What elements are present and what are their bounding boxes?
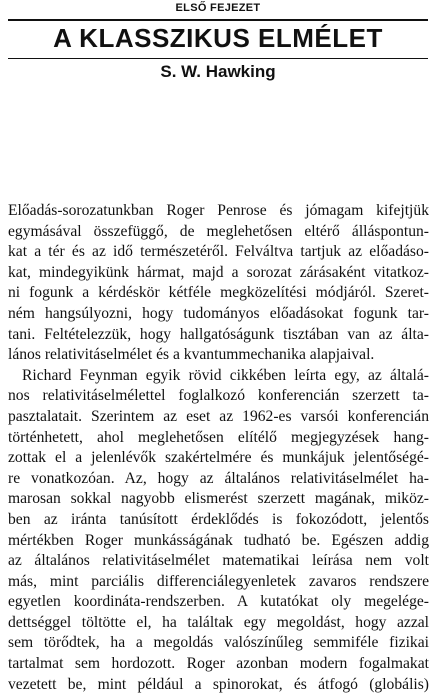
text-line: Előadás-sorozatunkban Roger Penrose és jómagam kifejtjük <box>8 202 429 219</box>
paragraph-1 <box>8 201 429 366</box>
chapter-title: A KLASSZIKUS ELMÉLET <box>53 23 383 53</box>
text-line: nos relativitáselmélettel foglalkozó konferencián szerzett ta- <box>8 387 429 405</box>
text-line: más, mint parciális differenciálegyenletek zavaros rendszere <box>8 572 429 590</box>
text-line: kat, mindegyikünk hármat, majd a sorozat zárásaként vitatkoz- <box>8 263 429 281</box>
text-line: ben az iránta tanúsított érdeklődés is fokozódott, jelentős <box>8 510 429 528</box>
text-line: tartalmat sem hordozott. Roger azonban modern fogalmakat <box>8 655 429 673</box>
text-line: mértékben Roger munkásságának tudható be. Egészen addig <box>8 531 429 549</box>
text-line: pasztalatait. Szerintem az eset az 1962-es varsói konferencián <box>8 407 429 425</box>
text-line: az általános relativitáselmélet matematikai leírása nem volt <box>8 552 429 570</box>
text-line: Richard Feynman egyik rövid cikkében leírta egy, az általá- <box>22 366 429 384</box>
text-line: lános relativitáselmélet és a kvantummechanika alapjaival. <box>8 346 375 364</box>
text-line: ni fogunk a kérdéskör kétféle megközelítési módjáról. Szeret- <box>8 284 429 302</box>
chapter-label: ELSŐ FEJEZET <box>175 2 261 14</box>
text-line: egyetlen koordináta-rendszerben. A kutatókat oly megelége- <box>8 593 429 611</box>
body-text <box>8 201 429 695</box>
text-line: tani. Feltételezzük, hogy hallgatóságunk tisztában van az álta- <box>8 325 429 343</box>
text-line: ném hangsúlyozni, hogy tudományos előadásokat fogunk tar- <box>8 304 429 322</box>
text-line: kat a tér és az idő természetéről. Felváltva tartjuk az előadáso- <box>8 243 429 261</box>
text-line: vezetett be, mint például a spinorokat, és átfogó (globális) <box>8 675 429 693</box>
text-line: re vonatkozóan. Az, hogy az általános relativitáselmélet ha- <box>8 469 429 487</box>
chapter-author: S. W. Hawking <box>160 62 276 81</box>
text-line: egymásával összefüggő, de meglehetősen eltérő álláspontun- <box>8 222 429 240</box>
text-line: marosan sokkal nagyobb elismerést szerzett magának, miköz- <box>8 490 429 508</box>
paragraph-2 <box>8 366 429 695</box>
text-line: dettséggel töltötte el, ha találtak egy megoldást, hogy azzal <box>8 613 429 631</box>
text-line: sem törődtek, ha a megoldás valószínűleg semmiféle fizikai <box>8 634 429 652</box>
text-line: történhetett, ahol meglehetősen elítélő megjegyzések hang- <box>8 428 429 446</box>
text-line: zottak el a jelenlévők szakértelmére és munkájuk jelentőségé- <box>8 449 429 467</box>
header-rule-bottom <box>8 58 428 59</box>
